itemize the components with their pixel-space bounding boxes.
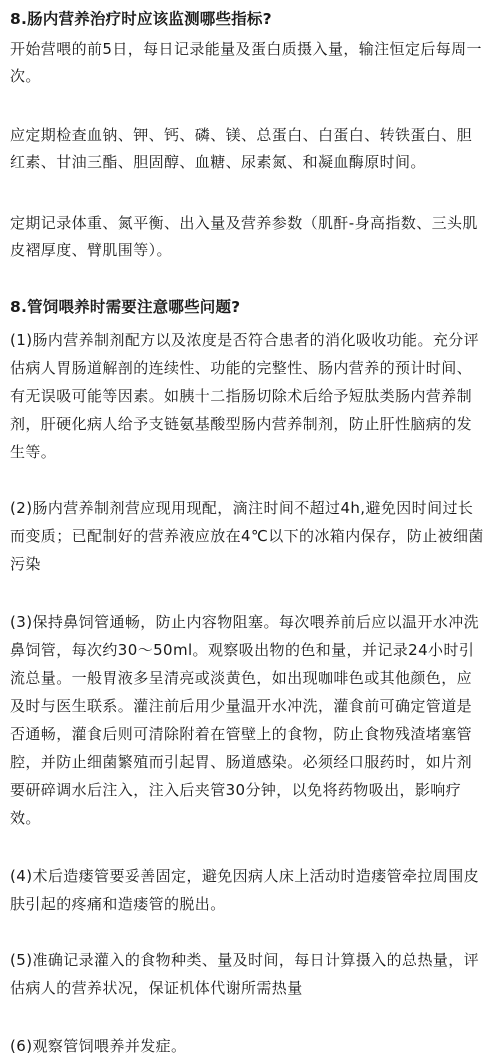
section-2-item-3: (3)保持鼻饲管通畅，防止内容物阻塞。每次喂养前后应以温开水冲洗鼻饲管，每次约30～50ml。观察吸出物的色和量，并记录24小时引流总量。一般胃液多呈清亮或淡黄色，如出现咖啡色或其他颜色，应及时与医生联系。灌注前后用少量温开水冲洗，灌食前可确定管道是否通畅，灌食后则可清除附着在管壁上的食物，防止食物残渣堵塞管腔，并防止细菌繁殖而引起胃、肠道感染。必须经口服药时，如片剂要研碎调水后注入，注入后夹管30分钟，以免将药物吸出，影响疗效。 — [10, 613, 480, 827]
section-2-heading: 8.管饲喂养时需要注意哪些问题? — [10, 298, 241, 316]
section-2-item-1: (1)肠内营养制剂配方以及浓度是否符合患者的消化吸收功能。充分评估病人胃肠道解剖的连续性、功能的完整性、肠内营养的预计时间、有无误吸可能等因素。如胰十二指肠切除术后给予短肽类肠内营养制剂，肝硬化病人给予支链氨基酸型肠内营养制剂，防止肝性脑病的发生等。 — [10, 331, 480, 461]
section-1-paragraph-2: 应定期检查血钠、钾、钙、磷、镁、总蛋白、白蛋白、转铁蛋白、胆红素、甘油三酯、胆固醇、血糖、尿素氮、和凝血酶原时间。 — [10, 126, 473, 171]
section-2-item-6: (6)观察管饲喂养并发症。 — [10, 1037, 187, 1055]
section-1-paragraph-1: 开始营喂的前5日，每日记录能量及蛋白质摄入量，输注恒定后每周一次。 — [10, 40, 482, 85]
section-2-item-2: (2)肠内营养制剂营应现用现配，滴注时间不超过4h,避免因时间过长而变质；已配制好的营养液应放在4℃以下的冰箱内保存，防止被细菌污染 — [10, 499, 484, 573]
section-2-item-4: (4)术后造瘘管要妥善固定，避免因病人床上活动时造瘘管牵拉周围皮肤引起的疼痛和造瘘管的脱出。 — [10, 867, 480, 913]
section-1-paragraph-3: 定期记录体重、氮平衡、出入量及营养参数（肌酐-身高指数、三头肌皮褶厚度、臂肌围等）。 — [10, 214, 478, 259]
section-1-heading: 8.肠内营养治疗时应该监测哪些指标? — [10, 10, 272, 28]
section-2-item-5: (5)准确记录灌入的食物种类、量及时间，每日计算摄入的总热量，评估病人的营养状况，保证机体代谢所需热量 — [10, 951, 480, 997]
